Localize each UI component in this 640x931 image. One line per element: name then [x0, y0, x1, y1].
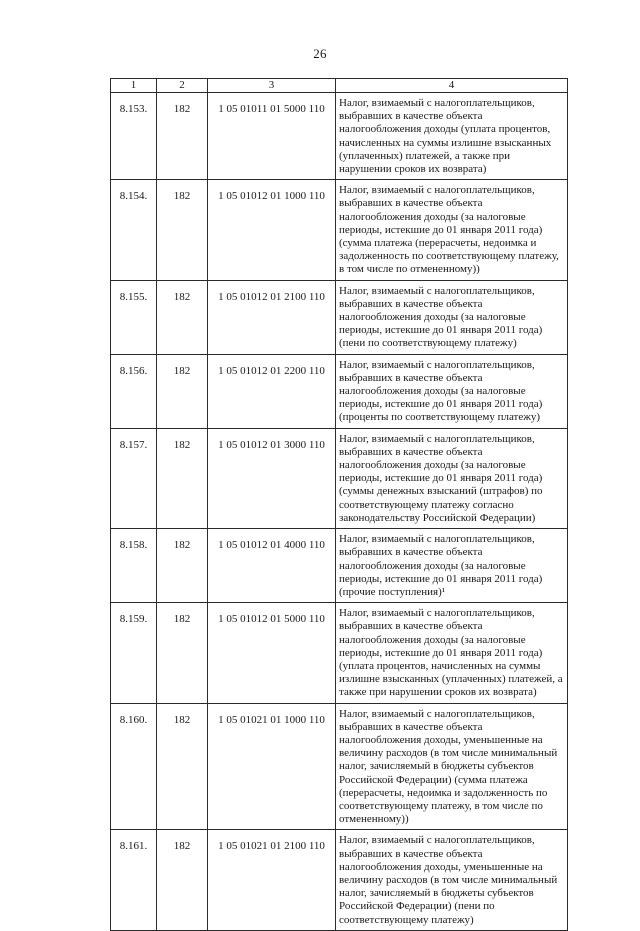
budget-code-cell: 1 05 01021 01 2100 110 [208, 830, 336, 930]
admin-code-cell: 182 [157, 529, 208, 603]
table-row [111, 180, 568, 280]
admin-code-cell: 182 [157, 603, 208, 703]
row-number-cell: 8.158. [111, 529, 157, 603]
description-cell: Налог, взимаемый с налогоплательщиков, выбравших в качестве объекта налогообложения доходы (за налоговые периоды, истекшие до 01 января 2011 года) (суммы денежных взысканий (штрафов) по соответствующему платежу согласно законодательству Российской Федерации) [336, 428, 568, 528]
column-header-2: 2 [157, 79, 208, 93]
description-cell: Налог, взимаемый с налогоплательщиков, выбравших в качестве объекта налогообложения доходы (уплата процентов, начисленных на суммы излишне взысканных (уплаченных) платежей, а также при нарушении сроков их возврата) [336, 93, 568, 180]
row-number-cell: 8.157. [111, 428, 157, 528]
table-row [111, 93, 568, 180]
table-row [111, 830, 568, 930]
column-header-1: 1 [111, 79, 157, 93]
table-row [111, 603, 568, 703]
budget-classification-table [110, 78, 568, 931]
budget-code-cell: 1 05 01012 01 1000 110 [208, 180, 336, 280]
budget-code-cell: 1 05 01012 01 2100 110 [208, 280, 336, 354]
header-row [111, 79, 568, 93]
description-cell: Налог, взимаемый с налогоплательщиков, выбравших в качестве объекта налогообложения доходы, уменьшенные на величину расходов (в том числе минимальный налог, зачисляемый в бюджеты субъектов Российской Федерации) (сумма платежа (перерасчеты, недоимка и задолженность по соответствующему платежу, в том числе по отмененному)) [336, 703, 568, 830]
admin-code-cell: 182 [157, 280, 208, 354]
page-number: 26 [313, 46, 327, 61]
budget-code-cell: 1 05 01012 01 3000 110 [208, 428, 336, 528]
admin-code-cell: 182 [157, 428, 208, 528]
admin-code-cell: 182 [157, 703, 208, 830]
admin-code-cell: 182 [157, 180, 208, 280]
table-row [111, 280, 568, 354]
row-number-cell: 8.156. [111, 354, 157, 428]
table-row [111, 529, 568, 603]
row-number-cell: 8.161. [111, 830, 157, 930]
table-body [111, 93, 568, 931]
description-cell: Налог, взимаемый с налогоплательщиков, выбравших в качестве объекта налогообложения доходы (за налоговые периоды, истекшие до 01 января 2011 года) (проценты по соответствующему платежу) [336, 354, 568, 428]
row-number-cell: 8.159. [111, 603, 157, 703]
budget-code-cell: 1 05 01012 01 5000 110 [208, 603, 336, 703]
description-cell: Налог, взимаемый с налогоплательщиков, выбравших в качестве объекта налогообложения доходы, уменьшенные на величину расходов (в том числе минимальный налог, зачисляемый в бюджеты субъектов Российской Федерации) (пени по соответствующему платежу) [336, 830, 568, 930]
table-row [111, 354, 568, 428]
budget-code-cell: 1 05 01011 01 5000 110 [208, 93, 336, 180]
table-row [111, 703, 568, 830]
budget-code-cell: 1 05 01012 01 2200 110 [208, 354, 336, 428]
admin-code-cell: 182 [157, 354, 208, 428]
row-number-cell: 8.153. [111, 93, 157, 180]
row-number-cell: 8.154. [111, 180, 157, 280]
admin-code-cell: 182 [157, 830, 208, 930]
row-number-cell: 8.155. [111, 280, 157, 354]
column-header-4: 4 [336, 79, 568, 93]
description-cell: Налог, взимаемый с налогоплательщиков, выбравших в качестве объекта налогообложения доходы (за налоговые периоды, истекшие до 01 января 2011 года) (пени по соответствующему платежу) [336, 280, 568, 354]
budget-code-cell: 1 05 01021 01 1000 110 [208, 703, 336, 830]
column-header-3: 3 [208, 79, 336, 93]
admin-code-cell: 182 [157, 93, 208, 180]
row-number-cell: 8.160. [111, 703, 157, 830]
description-cell: Налог, взимаемый с налогоплательщиков, выбравших в качестве объекта налогообложения доходы (за налоговые периоды, истекшие до 01 января 2011 года) (сумма платежа (перерасчеты, недоимка и задолженность по соответствующему платежу, в том числе по отмененному)) [336, 180, 568, 280]
table-row [111, 428, 568, 528]
budget-code-cell: 1 05 01012 01 4000 110 [208, 529, 336, 603]
description-cell: Налог, взимаемый с налогоплательщиков, выбравших в качестве объекта налогообложения доходы (за налоговые периоды, истекшие до 01 января 2011 года) (уплата процентов, начисленных на суммы излишне взысканных (уплаченных) платежей, а также при нарушении сроков их возврата) [336, 603, 568, 703]
description-cell: Налог, взимаемый с налогоплательщиков, выбравших в качестве объекта налогообложения доходы (за налоговые периоды, истекшие до 01 января 2011 года) (прочие поступления)¹ [336, 529, 568, 603]
